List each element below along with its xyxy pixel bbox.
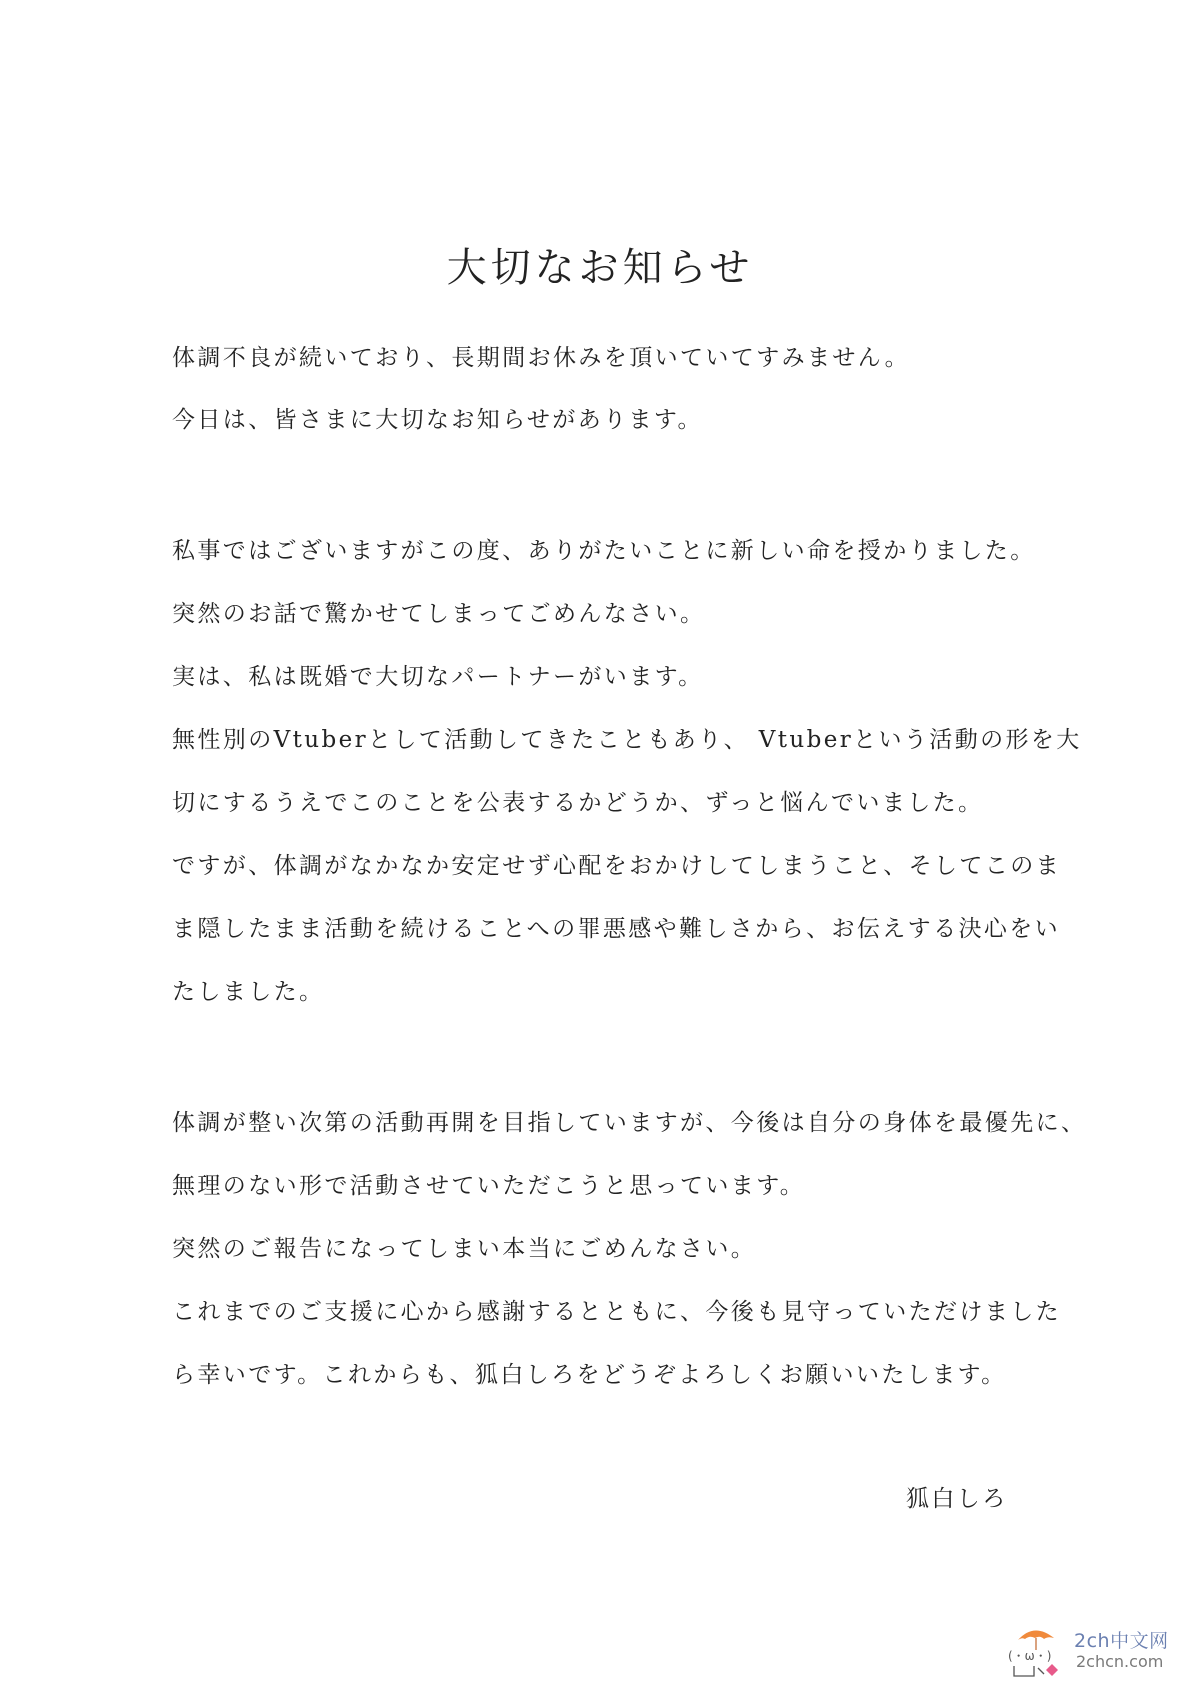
body-line: 実は、私は既婚で大切なパートナーがいます。: [172, 664, 704, 690]
watermark-site-name: 2ch中文网: [1074, 1630, 1169, 1652]
body-line: ですが、体調がなかなか安定せず心配をおかけしてしまうこと、そしてこのま: [172, 853, 1061, 879]
body-line: たしました。: [172, 979, 325, 1005]
body-line: 私事ではございますがこの度、ありがたいことに新しい命を授かりました。: [172, 538, 1036, 564]
svg-text:(・ω・): (・ω・): [1008, 1649, 1052, 1663]
site-watermark: [1004, 1622, 1174, 1682]
body-line: 無理のない形で活動させていただこうと思っています。: [172, 1173, 806, 1199]
body-line: 突然のご報告になってしまい本当にごめんなさい。: [172, 1236, 757, 1262]
signature: 狐白しろ: [906, 1486, 1008, 1512]
body-line: ま隠したまま活動を続けることへの罪悪感や難しさから、お伝えする決心をい: [172, 916, 1061, 942]
body-line: ら幸いです。これからも、狐白しろをどうぞよろしくお願いいたします。: [172, 1362, 1007, 1388]
body-line: 体調が整い次第の活動再開を目指していますが、今後は自分の身体を最優先に、: [172, 1110, 1087, 1136]
body-line: 無性別のVtuberとして活動してきたこともあり、 Vtuberという活動の形を大: [172, 727, 1082, 753]
body-line: 今日は、皆さまに大切なお知らせがあります。: [172, 407, 703, 433]
watermark-site-url: 2chcn.com: [1076, 1652, 1164, 1671]
body-line: 切にするうえでこのことを公表するかどうか、ずっと悩んでいました。: [172, 790, 984, 816]
body-line: 突然のお話で驚かせてしまってごめんなさい。: [172, 601, 706, 627]
umbrella-face-icon: [1004, 1624, 1068, 1680]
page-title: 大切なお知らせ: [446, 245, 754, 291]
body-line: 体調不良が続いており、長期間お休みを頂いていてすみません。: [172, 345, 910, 371]
body-line: これまでのご支援に心から感謝するとともに、今後も見守っていただけました: [172, 1299, 1061, 1325]
